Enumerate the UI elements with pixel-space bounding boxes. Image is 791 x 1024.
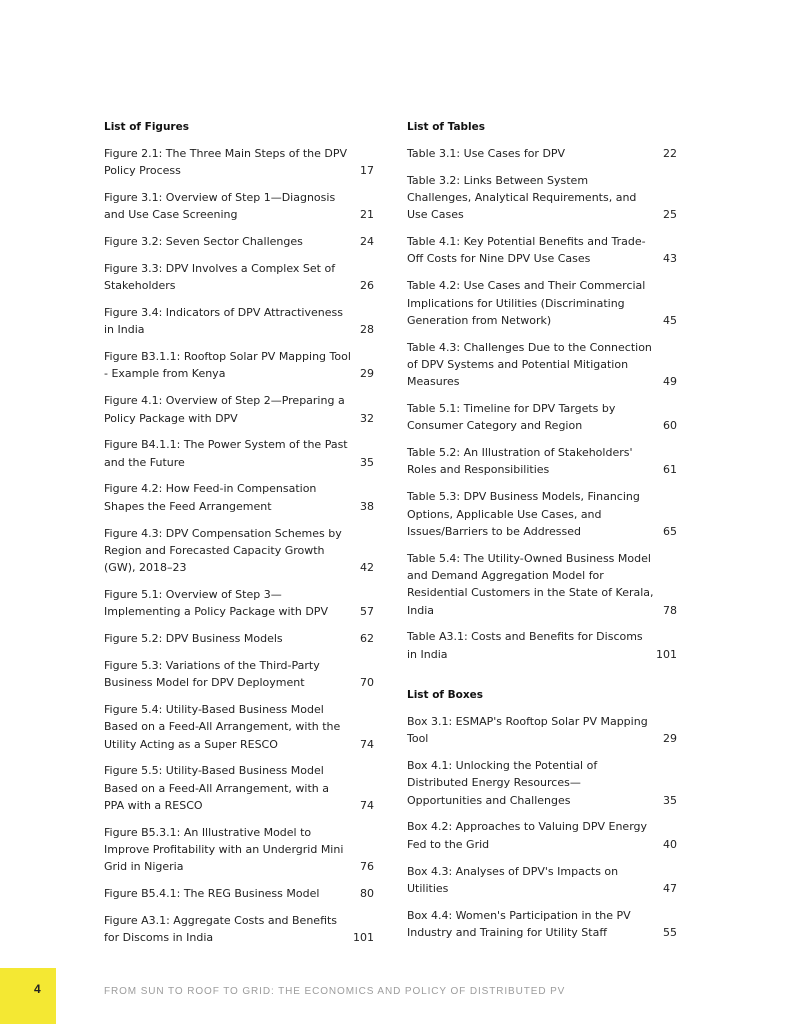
table-entry-page: 49 — [663, 375, 677, 389]
box-entry[interactable] — [407, 863, 677, 898]
figure-entry-title: Figure B5.3.1: An Illustrative Model to Improve Profitability with an Undergrid Mini Grid in Nigeria — [104, 825, 344, 874]
table-entry[interactable] — [407, 339, 677, 391]
table-entry-page: 65 — [663, 524, 677, 538]
figure-entry[interactable] — [104, 480, 374, 515]
table-entry[interactable] — [407, 233, 677, 268]
table-entry-title: Table 3.1: Use Cases for DPV — [407, 147, 566, 160]
tables-heading: List of Tables — [407, 121, 486, 133]
figure-entry-title: Figure 5.2: DPV Business Models — [104, 632, 283, 646]
figures-heading: List of Figures — [104, 121, 189, 133]
figure-entry-page: 17 — [360, 164, 374, 178]
table-entry-page: 22 — [663, 147, 677, 160]
figure-entry-title: Figure B3.1.1: Rooftop Solar PV Mapping Tool - Example from Kenya — [104, 350, 351, 381]
figure-entry[interactable] — [104, 824, 374, 876]
figure-entry[interactable] — [104, 912, 374, 947]
box-entry-page: 47 — [663, 881, 677, 895]
box-entry-title: Box 4.2: Approaches to Valuing DPV Energy Fed to the Grid — [407, 820, 648, 851]
table-entry-page: 43 — [663, 252, 677, 266]
figure-entry[interactable] — [104, 260, 374, 295]
figure-entry-page: 70 — [360, 676, 374, 690]
page-number: 4 — [34, 982, 41, 996]
boxes-list — [407, 713, 677, 941]
box-entry[interactable] — [407, 713, 677, 748]
figure-entry[interactable] — [104, 348, 374, 383]
figure-entry[interactable] — [104, 630, 374, 647]
figure-entry-page: 24 — [360, 235, 374, 249]
table-entry-title: Table 5.2: An Illustration of Stakeholders' Roles and Responsibilities — [407, 446, 633, 477]
table-entry[interactable] — [407, 628, 677, 663]
figure-entry-title: Figure B4.1.1: The Power System of the Past and the Future — [104, 438, 348, 469]
figure-entry[interactable] — [104, 145, 374, 180]
right-column — [407, 119, 677, 951]
figure-entry-title: Figure 3.4: Indicators of DPV Attractiveness in India — [104, 306, 343, 337]
figure-entry-title: Figure 2.1: The Three Main Steps of the DPV Policy Process — [104, 147, 348, 178]
box-entry[interactable] — [407, 907, 677, 942]
box-entry-page: 40 — [663, 837, 677, 851]
table-entry-page: 78 — [663, 603, 677, 617]
box-entry[interactable] — [407, 757, 677, 809]
table-entry-title: Table A3.1: Costs and Benefits for Discoms in India — [407, 630, 643, 661]
figure-entry-page: 62 — [360, 632, 374, 646]
figure-entry-page: 80 — [360, 887, 374, 901]
table-entry-page: 45 — [663, 313, 677, 327]
list-of-tables — [407, 119, 677, 663]
figure-entry[interactable] — [104, 762, 374, 814]
figure-entry[interactable] — [104, 525, 374, 577]
figure-entry-title: Figure 5.3: Variations of the Third-Party Business Model for DPV Deployment — [104, 658, 320, 690]
figure-entry-page: 32 — [360, 411, 374, 425]
figure-entry-title: Figure 5.5: Utility-Based Business Model Based on a Feed-All Arrangement, with a PPA with a RESCO — [104, 764, 329, 812]
figure-entry-page: 57 — [360, 605, 374, 619]
table-entry[interactable] — [407, 277, 677, 329]
figure-entry-title: Figure 4.3: DPV Compensation Schemes by Region and Forecasted Capacity Growth (GW), 2018–23 — [104, 526, 342, 575]
figure-entry[interactable] — [104, 586, 374, 621]
figure-entry[interactable] — [104, 233, 374, 250]
footer-accent-tab — [0, 968, 56, 1024]
figure-entry-page: 74 — [360, 737, 374, 751]
figure-entry-title: Figure 3.2: Seven Sector Challenges — [104, 235, 303, 249]
figure-entry-title: Figure 4.1: Overview of Step 2—Preparing a Policy Package with DPV — [104, 394, 345, 425]
figure-entry-title: Figure 3.1: Overview of Step 1—Diagnosis and Use Case Screening — [104, 191, 336, 222]
figure-entry[interactable] — [104, 189, 374, 224]
figure-entry-page: 38 — [360, 499, 374, 513]
table-entry[interactable] — [407, 550, 677, 619]
table-entry-title: Table 4.2: Use Cases and Their Commercial Implications for Utilities (Discriminating Generation from Network) — [407, 279, 646, 327]
figure-entry[interactable] — [104, 304, 374, 339]
figure-entry-title: Figure 5.1: Overview of Step 3—Implementing a Policy Package with DPV — [104, 587, 328, 619]
table-entry-page: 60 — [663, 419, 677, 433]
figure-entry[interactable] — [104, 885, 374, 902]
figure-entry-page: 74 — [360, 798, 374, 812]
figure-entry[interactable] — [104, 657, 374, 692]
table-entry-title: Table 5.3: DPV Business Models, Financing Options, Applicable Use Cases, and Issues/Barriers to be Addressed — [407, 490, 640, 538]
table-entry-title: Table 3.2: Links Between System Challenges, Analytical Requirements, and Use Cases — [407, 173, 637, 222]
figure-entry-page: 21 — [360, 208, 374, 222]
figure-entry-page: 29 — [360, 367, 374, 381]
figure-entry-page: 76 — [360, 860, 374, 874]
box-entry-title: Box 3.1: ESMAP's Rooftop Solar PV Mapping Tool — [407, 714, 648, 746]
table-entry-page: 25 — [663, 208, 677, 222]
figure-entry-title: Figure 4.2: How Feed-in Compensation Shapes the Feed Arrangement — [104, 482, 317, 513]
table-entry[interactable] — [407, 400, 677, 435]
table-entry-title: Table 4.1: Key Potential Benefits and Trade-Off Costs for Nine DPV Use Cases — [407, 235, 646, 266]
table-entry-title: Table 5.4: The Utility-Owned Business Model and Demand Aggregation Model for Residential Customers in the State of Kerala, India — [407, 551, 654, 617]
table-entry[interactable] — [407, 145, 677, 162]
figure-entry-title: Figure A3.1: Aggregate Costs and Benefits for Discoms in India — [104, 913, 338, 945]
box-entry-page: 29 — [663, 732, 677, 746]
table-entry-page: 101 — [656, 647, 677, 661]
figure-entry[interactable] — [104, 392, 374, 427]
table-entry-page: 61 — [663, 463, 677, 477]
tables-list — [407, 145, 677, 663]
figure-entry[interactable] — [104, 701, 374, 753]
table-entry-title: Table 5.1: Timeline for DPV Targets by Consumer Category and Region — [407, 402, 616, 433]
box-entry-page: 55 — [663, 925, 677, 939]
figure-entry-title: Figure 5.4: Utility-Based Business Model Based on a Feed-All Arrangement, with the Utility Acting as a Super RESCO — [104, 702, 341, 751]
figure-entry-page: 101 — [353, 931, 374, 945]
figure-entry[interactable] — [104, 436, 374, 471]
table-entry[interactable] — [407, 444, 677, 479]
figure-entry-page: 42 — [360, 561, 374, 575]
box-entry-page: 35 — [663, 793, 677, 807]
box-entry-title: Box 4.4: Women's Participation in the PV Industry and Training for Utility Staff — [407, 908, 631, 939]
table-entry-title: Table 4.3: Challenges Due to the Connection of DPV Systems and Potential Mitigation Measures — [407, 340, 652, 389]
figures-list — [104, 145, 374, 946]
figure-entry-page: 26 — [360, 279, 374, 293]
running-title: FROM SUN TO ROOF TO GRID: THE ECONOMICS AND POLICY OF DISTRIBUTED PV — [104, 986, 566, 997]
figure-entry-title: Figure 3.3: DPV Involves a Complex Set of Stakeholders — [104, 261, 336, 293]
list-of-figures — [104, 119, 374, 956]
figure-entry-page: 35 — [360, 455, 374, 469]
box-entry-title: Box 4.1: Unlocking the Potential of Distributed Energy Resources—Opportunities and Challenges — [407, 759, 598, 807]
boxes-heading: List of Boxes — [407, 688, 484, 701]
box-entry[interactable] — [407, 818, 677, 853]
box-entry-title: Box 4.3: Analyses of DPV's Impacts on Utilities — [407, 864, 619, 895]
figure-entry-title: Figure B5.4.1: The REG Business Model — [104, 887, 320, 901]
table-entry[interactable] — [407, 172, 677, 224]
list-of-boxes — [407, 687, 677, 941]
table-entry[interactable] — [407, 488, 677, 540]
figure-entry-page: 28 — [360, 323, 374, 337]
